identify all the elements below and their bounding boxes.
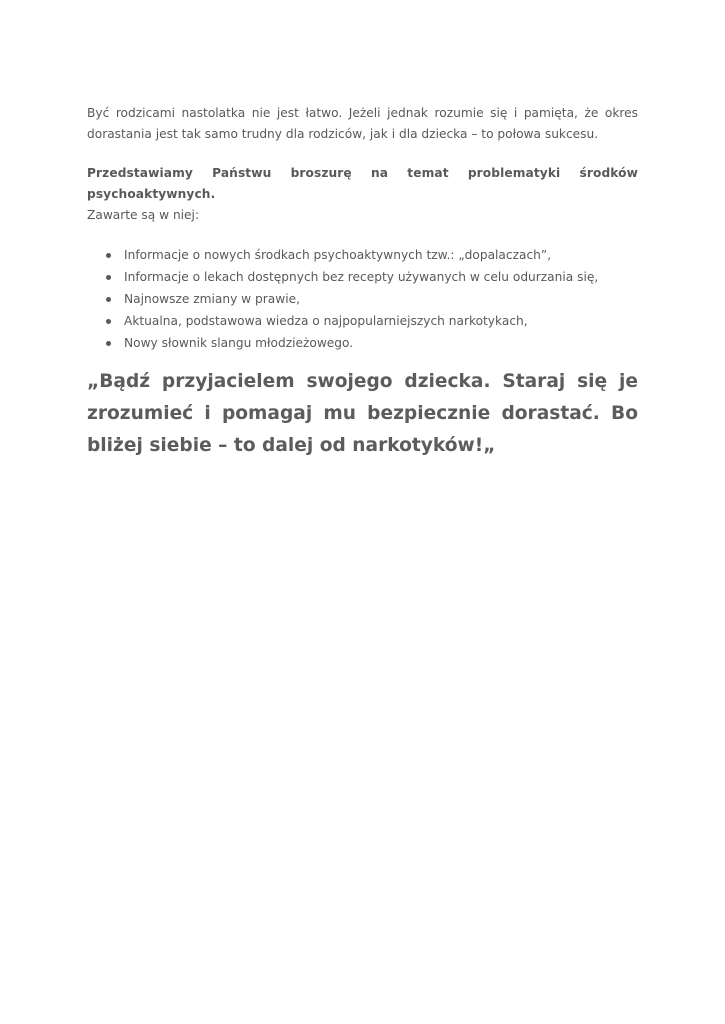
lead-rest-text: Zawarte są w niej: bbox=[87, 208, 200, 222]
bullet-icon bbox=[106, 253, 111, 258]
list-item-text: Aktualna, podstawowa wiedza o najpopularniejszych narkotykach, bbox=[124, 314, 528, 328]
lead-paragraph bbox=[87, 163, 638, 226]
list-item-text: Informacje o lekach dostępnych bez recepty używanych w celu odurzania się, bbox=[124, 270, 599, 284]
lead-bold-text: Przedstawiamy Państwu broszurę na temat problematyki środków psychoaktywnych. bbox=[87, 166, 638, 201]
list-item bbox=[87, 266, 638, 288]
list-item-text: Informacje o nowych środkach psychoaktywnych tzw.: „dopalaczach”, bbox=[124, 248, 552, 262]
bullet-icon bbox=[106, 319, 111, 324]
bullet-icon bbox=[106, 297, 111, 302]
list-item bbox=[87, 244, 638, 266]
list-item bbox=[87, 332, 638, 354]
intro-paragraph: Być rodzicami nastolatka nie jest łatwo. Jeżeli jednak rozumie się i pamięta, że okres dorastania jest tak samo trudny dla rodziców, jak i dla dziecka – to połowa sukcesu. bbox=[87, 106, 638, 141]
page-content bbox=[87, 103, 638, 462]
list-item bbox=[87, 288, 638, 310]
contents-list bbox=[87, 244, 638, 354]
bullet-icon bbox=[106, 275, 111, 280]
list-item-text: Najnowsze zmiany w prawie, bbox=[124, 292, 300, 306]
list-item bbox=[87, 310, 638, 332]
list-item-text: Nowy słownik slangu młodzieżowego. bbox=[124, 336, 354, 350]
closing-quote: „Bądź przyjacielem swojego dziecka. Staraj się je zrozumieć i pomagaj mu bezpiecznie dorastać. Bo bliżej siebie – to dalej od narkotyków!„ bbox=[87, 371, 638, 456]
bullet-icon bbox=[106, 341, 111, 346]
